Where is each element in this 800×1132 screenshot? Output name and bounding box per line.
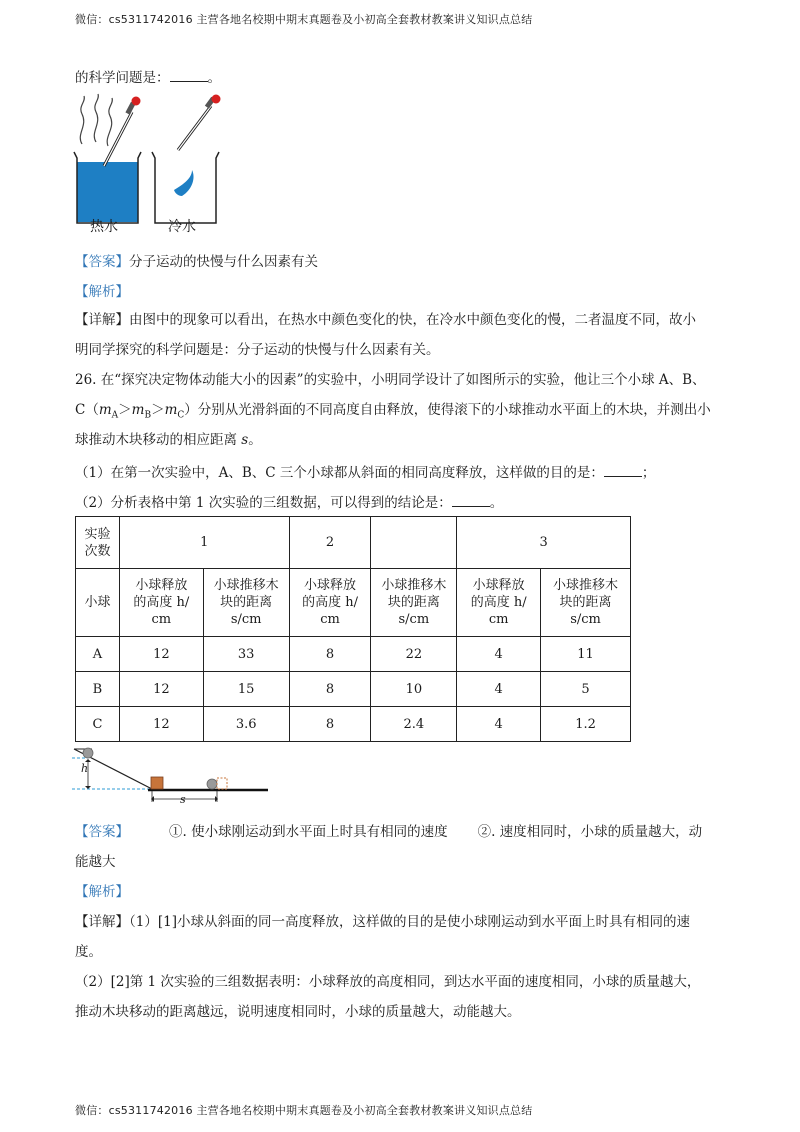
table-row: A 12 33 8 22 4 11 (76, 637, 631, 672)
height-header: 小球释放 的高度 h/ cm (457, 569, 541, 637)
trial-header: 1 (119, 517, 289, 569)
page-header: 微信：cs5311742016 主营各地名校期中期末真题卷及小初高全套教材教案讲义知识点总结 (75, 13, 533, 26)
corner-header: 实验 次数 (76, 517, 120, 569)
q26-stem-line-2: $C(m_A>m_B>m_C)$分别从光滑斜面的不同高度自由释放，使得滚下的小球推动水平面上的木块，并测出小 (75, 402, 711, 421)
q25-detail-line-2: 明同学探究的科学问题是：分子运动的快慢与什么因素有关。 (75, 342, 440, 358)
distance-label: s (180, 793, 186, 806)
height-label: h (81, 762, 89, 775)
q25-detail-line-1: 【详解】由图中的现象可以看出，在热水中颜色变化的快，在冷水中颜色变化的慢，二者温度不同，故小 (75, 312, 696, 328)
distance-header: 小球推移木 块的距离 s/cm (203, 569, 289, 637)
experiment-table (75, 516, 631, 742)
table-row: B 12 15 8 10 4 5 (76, 672, 631, 707)
q26-answer-line-2: 能越大 (75, 854, 116, 870)
table-row: C 12 3.6 8 2.4 4 1.2 (76, 707, 631, 742)
page-footer: 微信：cs5311742016 主营各地名校期中期末真题卷及小初高全套教材教案讲义知识点总结 (75, 1104, 533, 1117)
distance-header: 小球推移木 块的距离 s/cm (541, 569, 631, 637)
hot-water-beaker (74, 94, 141, 223)
q25-analysis-tag: 【解析】 (75, 284, 129, 300)
trial-header: 3 (457, 517, 631, 569)
q26-subquestion-1: （1）在第一次实验中，A、B、C 三个小球都从斜面的相同高度释放，这样做的目的是： ； (75, 465, 656, 481)
ball-header: 小球 (76, 569, 120, 637)
q26-detail-line-1: 【详解】（1）[1]小球从斜面的同一高度释放，这样做的目的是使小球刚运动到水平面上时具有相同的速 (75, 914, 690, 930)
q26-detail-line-4: 推动木块移动的距离越远，说明速度相同时，小球的质量越大，动能越大。 (75, 1004, 521, 1020)
q26-stem-line-3: 球推动木块移动的相应距离 s。 (75, 432, 262, 448)
cold-water-label: 冷水 (168, 219, 196, 235)
q25-answer: 【答案】分子运动的快慢与什么因素有关 (75, 254, 318, 270)
q26-subquestion-2: （2）分析表格中第 1 次实验的三组数据，可以得到的结论是： 。 (75, 495, 504, 511)
incline-figure (72, 744, 282, 810)
distance-header: 小球推移木 块的距离 s/cm (371, 569, 457, 637)
q26-detail-line-3: （2）[2]第 1 次实验的三组数据表明：小球释放的高度相同，到达水平面的速度相同，小球的质量越大， (75, 974, 701, 990)
q26-analysis-tag: 【解析】 (75, 884, 129, 900)
q26-answer: 【答案】 ①. 使小球刚运动到水平面上时具有相同的速度 ②. 速度相同时，小球的质量越大，动 (75, 824, 703, 840)
height-header: 小球释放 的高度 h/ cm (289, 569, 371, 637)
q26-detail-line-2: 度。 (75, 944, 102, 960)
hot-water-label: 热水 (90, 219, 118, 235)
q26-stem-line-1: 26. 在“探究决定物体动能大小的因素”的实验中，小明同学设计了如图所示的实验，他让三个小球 A、B、 (75, 372, 706, 388)
height-header: 小球释放 的高度 h/ cm (119, 569, 203, 637)
q25-question-tail: 的科学问题是： 。 (75, 70, 221, 86)
cold-water-beaker (152, 95, 221, 224)
trial-header: 2 (289, 517, 371, 569)
